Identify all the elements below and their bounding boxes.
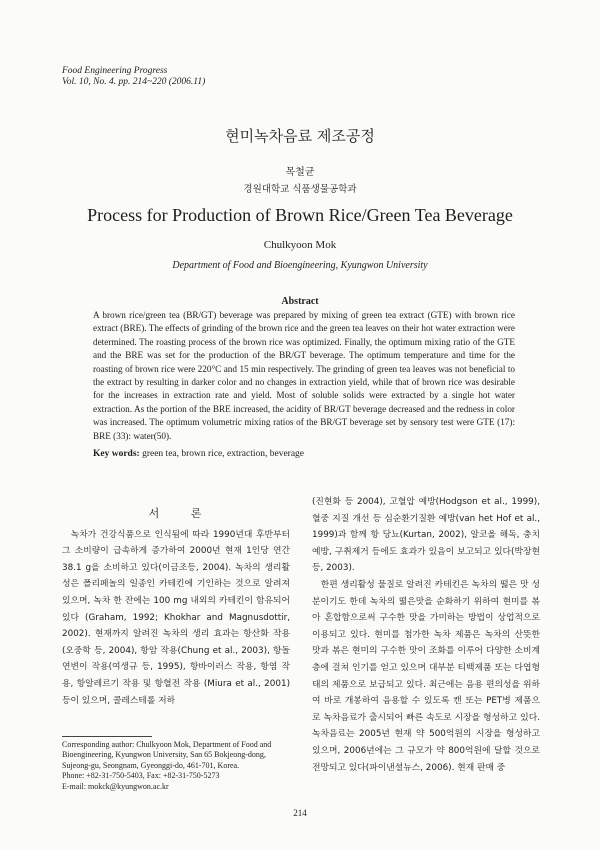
body-paragraph: 한편 생리활성 물질로 알려진 카테킨은 녹차의 떫은 맛 성분이기도 한데 녹차의 떫은맛을 순화하기 위하여 현미를 볶아 혼합함으로써 구수한 맛을 가미하는 방법이 상업적으로 이용되고 있다. 현미를 첨가한 녹차 제품은 녹차의 산뜻한 맛과 볶은 현미의 구수한 맛이 조화를 이루어 다양한 소비계층에 걸쳐 인기를 얻고 있으며 대부분 티백제품 또는 다엽형태의 제품으로 보급되고 있다. 최근에는 음용 편의성을 위하여 바로 개봉하여 음용할 수 있도록 캔 또는 PET병 제품으로 녹차음료가 출시되어 빠른 속도로 시장을 형성하고 있다. 녹차음료는 2005년 현재 약 500억원의 시장을 형성하고 있으며, 2006년에는 그 규모가 약 800억원에 달할 것으로 전망되고 있다(파이낸셜뉴스, 2006). 현재 판매 중 [312,579,540,773]
english-title: Process for Production of Brown Rice/Green Tea Beverage [87,205,513,225]
journal-volume-info: Vol. 10, No. 4. pp. 214~220 (2006.11) [62,77,206,87]
english-author: Chulkyoon Mok [263,239,337,251]
abstract-text: A brown rice/green tea (BR/GT) beverage was prepared by mixing of green tea extract (GTE) with brown rice extract (BRE). The effects of grinding of the brown rice and the green tea leaves on their hot water extraction were determined. The roasting process of the brown rice was optimized. Finally, the optimum mixing ratio of the GTE and the BRE was set for the production of the BR/GT beverage. The optimum temperature and time for the roasting of brown rice were 220°C and 15 min respectively. The grinding of green tea leaves was not beneficial to the extract by resulting in darker color and no changes in extraction yield, while that of brown rice was desirable for the increases in extraction rate and yield. Most of soluble solids were extracted by a single hot water extraction. As the portion of the BRE increased, the acidity of BR/GT beverage decreased and the redness in color was increased. The optimum volumetric mixing ratios of the BR/GT beverage set by sensory test were GTE (17): BRE (33): water(50). [93,310,515,441]
body-paragraph: (진현화 등 2004), 고혈압 예방(Hodgson et al., 1999), 혈중 지질 개선 등 심순환기질환 예방(van het Hof et al., 1999)과 함께 항 당뇨(Kurtan, 2002), 알코올 해독, 충치 예방, 구취제거 등에도 효과가 있음이 보고되고 있다(박장현 등, 2003). [312,497,540,574]
footnote-divider [62,736,152,737]
footnote [62,740,294,792]
english-affiliation: Department of Food and Bioengineering, Kyungwon University [172,260,428,271]
footnote-phone: Phone: +82-31-750-5403, Fax: +82-31-750-5273 [62,771,220,781]
left-column [62,506,290,709]
journal-header [62,66,205,88]
section-heading: 서 론 [148,507,216,520]
journal-name: Food Engineering Progress [62,66,168,76]
abstract-heading: Abstract [281,296,319,307]
keywords-text: green tea, brown rice, extraction, beverage [142,449,305,459]
right-column [312,494,540,776]
footnote-correspondence: Corresponding author: Chulkyoon Mok, Department of Food and Bioengineering, Kyungwon University, San 65 Bokjeong-dong, Sujeong-gu, Seongnam, Gyeonggi-do, 461-701, Korea. [62,740,272,770]
keywords-label: Key words: [93,449,140,459]
korean-author: 목철균 [285,167,315,178]
keywords [93,449,304,459]
footnote-email: E-mail: mokck@kyungwon.ac.kr [62,781,169,791]
page-number: 214 [293,808,307,818]
korean-affiliation: 경원대학교 식품생물공학과 [243,184,357,195]
korean-title: 현미녹차음료 제조공정 [225,127,375,145]
body-paragraph: 녹차가 건강식품으로 인식됨에 따라 1990년대 후반부터 그 소비량이 급속하게 증가하여 2000년 현재 1인당 연간 38.1 g을 소비하고 있다(이금조등, 2004). 녹차의 생리활성은 폴리페놀의 일종인 카테킨에 기인하는 것으로 알려져 있으며, 녹차 한 잔에는 100 mg 내외의 카테킨이 함유되어 있다 (Graham, 1992; Khokhar and Magnusdottir, 2002). 현재까지 알려진 녹차의 생리 효과는 항산화 작용(오중학 등, 2004), 항암 작용(Chung et al., 2003), 항돌연변이 작용(여생규 등, 1995), 항바이러스 작용, 항염 작용, 항알레르기 작용 및 항혈전 작용 (Miura et al., 2001) 등이 있으며, 콜레스테롤 저하 [62,529,290,706]
